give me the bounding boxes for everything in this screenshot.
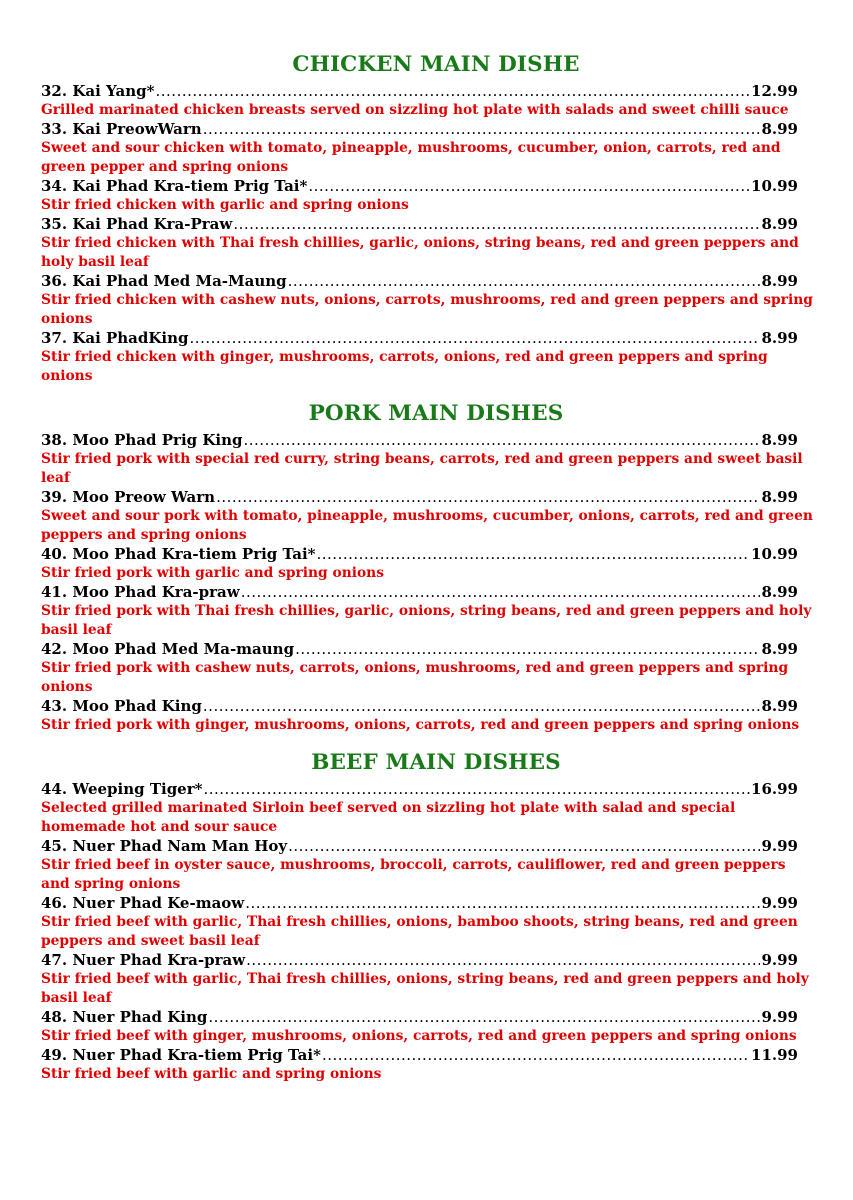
item-price: 8.99 [761, 640, 798, 658]
item-name: 41. Moo Phad Kra-praw [41, 583, 240, 601]
item-line [41, 1046, 798, 1065]
item-description: Stir fried beef with garlic and spring onions [41, 1066, 382, 1082]
item-name: 44. Weeping Tiger* [41, 780, 203, 798]
item-line [41, 215, 798, 234]
menu-page [41, 48, 813, 1084]
menu-item [41, 431, 813, 488]
beef-section [41, 746, 813, 1084]
menu-item [41, 272, 813, 329]
item-price: 8.99 [761, 272, 798, 290]
section-title: PORK MAIN DISHES [308, 401, 564, 426]
dot-leader [288, 837, 760, 856]
item-price: 12.99 [751, 82, 798, 100]
item-price: 10.99 [751, 177, 798, 195]
section-title: BEEF MAIN DISHES [311, 750, 561, 775]
item-price: 8.99 [761, 215, 798, 233]
item-line [41, 780, 798, 799]
item-name: 37. Kai PhadKing [41, 329, 189, 347]
item-line [41, 894, 798, 913]
item-price: 8.99 [761, 697, 798, 715]
dot-leader [322, 1046, 750, 1065]
item-description: Stir fried pork with ginger, mushrooms, onions, carrots, red and green peppers and spring onions [41, 717, 800, 733]
dot-leader [317, 545, 751, 564]
item-price: 9.99 [761, 894, 798, 912]
item-name: 40. Moo Phad Kra-tiem Prig Tai* [41, 545, 316, 563]
menu-item [41, 583, 813, 640]
menu-item [41, 697, 813, 735]
dot-leader [308, 177, 750, 196]
dot-leader [245, 894, 760, 913]
item-description: Stir fried pork with special red curry, string beans, carrots, red and green peppers and sweet basil leaf [41, 451, 803, 486]
menu-item [41, 82, 813, 120]
item-line [41, 837, 798, 856]
item-price: 9.99 [761, 951, 798, 969]
dot-leader [156, 82, 751, 101]
item-price: 8.99 [761, 431, 798, 449]
item-line [41, 120, 798, 139]
item-description: Stir fried chicken with cashew nuts, onions, carrots, mushrooms, red and green peppers and spring onions [41, 292, 813, 327]
item-description: Stir fried pork with garlic and spring onions [41, 565, 384, 581]
item-name: 45. Nuer Phad Nam Man Hoy [41, 837, 288, 855]
dot-leader [190, 329, 761, 348]
item-description: Stir fried beef with ginger, mushrooms, onions, carrots, red and green peppers and spring onions [41, 1028, 797, 1044]
item-name: 46. Nuer Phad Ke-maow [41, 894, 245, 912]
menu-item [41, 1008, 813, 1046]
item-line [41, 177, 798, 196]
dot-leader [216, 488, 760, 507]
item-name: 38. Moo Phad Prig King [41, 431, 243, 449]
item-description: Stir fried pork with cashew nuts, carrots, onions, mushrooms, red and green peppers and spring onions [41, 660, 789, 695]
pork-section [41, 397, 813, 735]
item-description: Stir fried beef with garlic, Thai fresh chillies, onions, string beans, red and green peppers and holy basil leaf [41, 971, 809, 1006]
item-line [41, 583, 798, 602]
dot-leader [241, 583, 761, 602]
menu-item [41, 545, 813, 583]
menu-item [41, 780, 813, 837]
menu-item [41, 640, 813, 697]
item-line [41, 82, 798, 101]
item-description: Stir fried beef with garlic, Thai fresh chillies, onions, bamboo shoots, string beans, red and green peppers and sweet basil leaf [41, 914, 798, 949]
dot-leader [246, 951, 760, 970]
menu-item [41, 329, 813, 386]
menu-item [41, 120, 813, 177]
menu-item [41, 488, 813, 545]
menu-item [41, 177, 813, 215]
item-description: Grilled marinated chicken breasts served on sizzling hot plate with salads and sweet chilli sauce [41, 102, 789, 118]
item-price: 8.99 [761, 120, 798, 138]
item-description: Selected grilled marinated Sirloin beef served on sizzling hot plate with salad and special homemade hot and sour sauce [41, 800, 736, 835]
item-line [41, 640, 798, 659]
item-name: 48. Nuer Phad King [41, 1008, 208, 1026]
item-line [41, 431, 798, 450]
dot-leader [203, 780, 750, 799]
item-name: 47. Nuer Phad Kra-praw [41, 951, 246, 969]
item-description: Sweet and sour chicken with tomato, pineapple, mushrooms, cucumber, onion, carrots, red and green pepper and spring onions [41, 140, 781, 175]
item-line [41, 272, 798, 291]
dot-leader [203, 697, 761, 716]
item-line [41, 951, 798, 970]
item-name: 34. Kai Phad Kra-tiem Prig Tai* [41, 177, 308, 195]
item-line [41, 329, 798, 348]
item-line [41, 545, 798, 564]
menu-item [41, 215, 813, 272]
item-name: 42. Moo Phad Med Ma-maung [41, 640, 295, 658]
item-price: 9.99 [761, 837, 798, 855]
item-description: Stir fried chicken with Thai fresh chillies, garlic, onions, string beans, red and green peppers and holy basil leaf [41, 235, 799, 270]
item-price: 9.99 [761, 1008, 798, 1026]
item-description: Sweet and sour pork with tomato, pineapple, mushrooms, cucumber, onions, carrots, red and green peppers and spring onions [41, 508, 813, 543]
menu-item [41, 951, 813, 1008]
item-price: 16.99 [751, 780, 798, 798]
item-price: 8.99 [761, 329, 798, 347]
dot-leader [244, 431, 761, 450]
item-price: 8.99 [761, 583, 798, 601]
dot-leader [295, 640, 760, 659]
item-name: 39. Moo Preow Warn [41, 488, 216, 506]
item-name: 36. Kai Phad Med Ma-Maung [41, 272, 287, 290]
item-price: 11.99 [751, 1046, 798, 1064]
item-line [41, 488, 798, 507]
item-name: 35. Kai Phad Kra-Praw [41, 215, 233, 233]
item-line [41, 697, 798, 716]
menu-item [41, 837, 813, 894]
dot-leader [288, 272, 761, 291]
item-name: 32. Kai Yang* [41, 82, 155, 100]
item-price: 10.99 [751, 545, 798, 563]
item-description: Stir fried beef in oyster sauce, mushrooms, broccoli, carrots, cauliflower, red and green peppers and spring onions [41, 857, 786, 892]
dot-leader [203, 120, 761, 139]
item-name: 43. Moo Phad King [41, 697, 202, 715]
chicken-section [41, 48, 813, 386]
item-name: 49. Nuer Phad Kra-tiem Prig Tai* [41, 1046, 321, 1064]
menu-item [41, 1046, 813, 1084]
item-description: Stir fried chicken with garlic and spring onions [41, 197, 409, 213]
dot-leader [233, 215, 760, 234]
section-title: CHICKEN MAIN DISHE [292, 52, 580, 77]
item-line [41, 1008, 798, 1027]
item-description: Stir fried pork with Thai fresh chillies, garlic, onions, string beans, red and green peppers and holy basil leaf [41, 603, 812, 638]
item-description: Stir fried chicken with ginger, mushrooms, carrots, onions, red and green peppers and spring onions [41, 349, 768, 384]
dot-leader [208, 1008, 760, 1027]
item-name: 33. Kai PreowWarn [41, 120, 202, 138]
item-price: 8.99 [761, 488, 798, 506]
menu-item [41, 894, 813, 951]
